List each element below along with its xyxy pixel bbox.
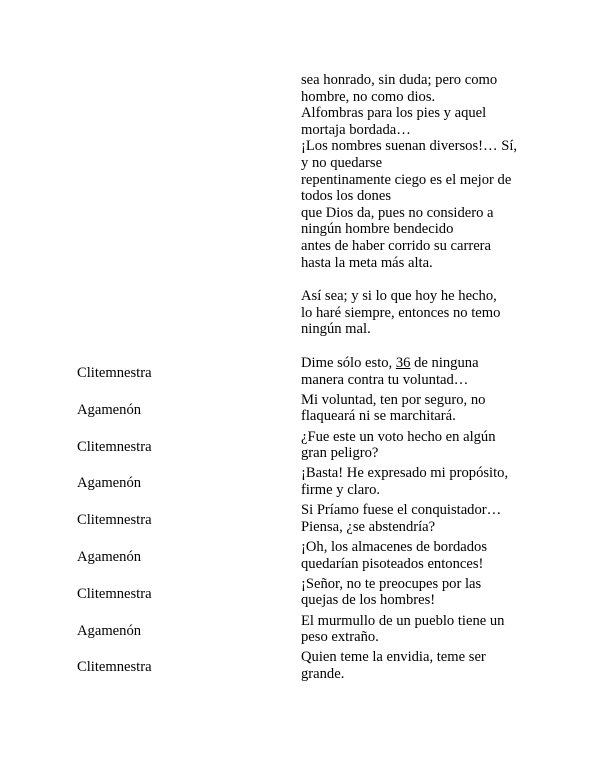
verse-line: que Dios da, pues no considero a xyxy=(301,204,494,221)
speech-line: gran peligro? xyxy=(301,445,379,462)
speech-line: grande. xyxy=(301,665,345,682)
verse-line: mortaja bordada… xyxy=(301,121,411,138)
speaker-name: Clitemnestra xyxy=(77,438,152,455)
speaker-name: Agamenón xyxy=(77,401,142,418)
speech-text xyxy=(301,649,541,682)
speech-fragment: de ninguna xyxy=(410,355,479,371)
verse-line: y no quedarse xyxy=(301,154,383,171)
verse-line: hombre, no como dios. xyxy=(301,88,436,105)
speaker-name: Clitemnestra xyxy=(77,365,152,381)
speech-line: Si Príamo fuese el conquistador… xyxy=(301,502,502,519)
speech-line: ¿Fue este un voto hecho en algún xyxy=(301,428,496,445)
verse-block xyxy=(301,72,541,338)
dialogue-row xyxy=(0,355,600,392)
dialogue-row xyxy=(0,539,600,576)
speech-line: peso extraño. xyxy=(301,629,379,646)
verse-line: Así sea; y si lo que hoy he hecho, xyxy=(301,288,497,305)
speech-line: ¡Señor, no te preocupes por las xyxy=(301,575,482,592)
speech-line: El murmullo de un pueblo tiene un xyxy=(301,612,505,629)
speaker-name: Clitemnestra xyxy=(77,585,152,602)
speech-text xyxy=(301,465,541,498)
dialogue-row xyxy=(0,392,600,429)
speech-text xyxy=(301,502,541,535)
speech-line: Quien teme la envidia, teme ser xyxy=(301,649,486,666)
speech-text xyxy=(301,355,541,388)
speech-line: quejas de los hombres! xyxy=(301,592,436,609)
speech-line: manera contra tu voluntad… xyxy=(301,371,469,388)
speech-fragment: Dime sólo esto, xyxy=(301,355,396,371)
speaker-name: Agamenón xyxy=(77,548,142,565)
dialogue-table xyxy=(0,355,600,686)
speech-line: flaqueará ni se marchitará. xyxy=(301,408,456,425)
verse-line: lo haré siempre, entonces no temo xyxy=(301,304,501,321)
dialogue-row xyxy=(0,576,600,613)
speaker-name: Agamenón xyxy=(77,475,142,492)
dialogue-row xyxy=(0,465,600,502)
dialogue-row xyxy=(0,429,600,466)
speech-line xyxy=(301,355,541,372)
speech-line: ¡Basta! He expresado mi propósito, xyxy=(301,465,509,482)
speech-text xyxy=(301,613,541,646)
speech-text xyxy=(301,429,541,462)
dialogue-row xyxy=(0,649,600,686)
speech-line: ¡Oh, los almacenes de bordados xyxy=(301,538,488,555)
speech-text xyxy=(301,392,541,425)
speech-text xyxy=(301,576,541,609)
speaker-name: Clitemnestra xyxy=(77,512,152,529)
verse-line: ningún hombre bendecido xyxy=(301,221,454,238)
verse-line: todos los dones xyxy=(301,188,391,205)
dialogue-row xyxy=(0,502,600,539)
verse-line: hasta la meta más alta. xyxy=(301,254,433,271)
verse-line: sea honrado, sin duda; pero como xyxy=(301,72,498,88)
verse-line: Alfombras para los pies y aquel xyxy=(301,105,487,122)
stanza-break xyxy=(301,271,541,288)
verse-line: ningún mal. xyxy=(301,321,371,338)
verse-line: antes de haber corrido su carrera xyxy=(301,237,492,254)
speech-line: Mi voluntad, ten por seguro, no xyxy=(301,391,486,408)
speech-line: quedarían pisoteados entonces! xyxy=(301,555,484,572)
speech-line: Piensa, ¿se abstendría? xyxy=(301,518,436,535)
verse-line: repentinamente ciego es el mejor de xyxy=(301,171,512,188)
verse-line: ¡Los nombres suenan diversos!… Sí, xyxy=(301,138,518,155)
speaker-name: Clitemnestra xyxy=(77,659,152,676)
footnote-marker[interactable]: 36 xyxy=(395,355,411,371)
speech-text xyxy=(301,539,541,572)
speech-line: firme y claro. xyxy=(301,481,381,498)
dialogue-row xyxy=(0,613,600,650)
speaker-name: Agamenón xyxy=(77,622,142,639)
